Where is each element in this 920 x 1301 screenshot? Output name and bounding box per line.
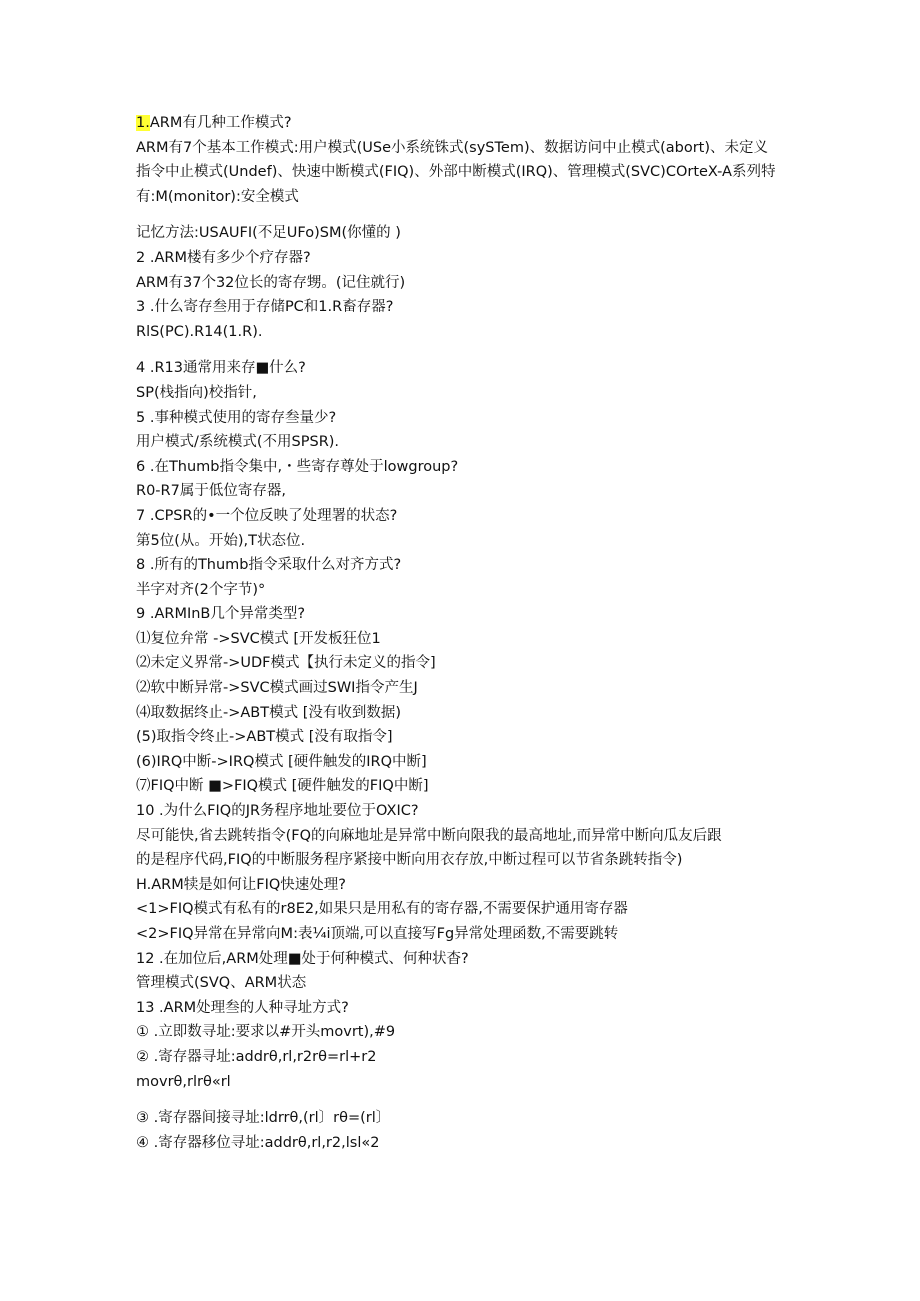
text-line: ① .立即数寻址:要求以#开头movrt),#9: [136, 1024, 396, 1041]
text-line: ARM有7个基本工作模式:用户模式(USe小系统铢式(sySTem)、数据访问中止模式(abort)、未定义: [136, 139, 769, 156]
text-line: 7 .CPSR的•一个位反映了处理署的状态?: [136, 507, 398, 524]
text-line: ⑷取数据终止->ABT模式 [没有收到数据): [136, 704, 402, 721]
text-line: R0-R7属于低位寄存器,: [136, 483, 286, 500]
document-body: [136, 111, 796, 1155]
highlight-mark: 1.: [136, 115, 150, 131]
text-line: 第5位(从。开始),T状态位.: [136, 532, 306, 549]
text-line: 5 .事种模式使用的寄存叁量少?: [136, 409, 337, 426]
text-line: ⑵未定义界常->UDF模式【执行未定义的指令]: [136, 655, 436, 672]
text-line: 3 .什么寄存叁用于存储PC和1.R畜存器?: [136, 299, 394, 316]
text-line: 10 .为什么FIQ的JR务程序地址要位于OXIC?: [136, 803, 419, 820]
text-line: ④ .寄存器移位寻址:addrθ,rl,r2,lsl«2: [136, 1134, 380, 1151]
text-line: 记忆方法:USAUFI(不足UFo)SM(你懂的 ): [136, 225, 401, 242]
text-line: 8 .所有的Thumb指令采取什么对齐方式?: [136, 557, 402, 574]
text-line: 9 .ARMInB几个异常类型?: [136, 606, 306, 623]
text-line: ⑵软中断异常->SVC模式画过SWI指令产生J: [136, 680, 418, 697]
text-line: 12 .在加位后,ARM处理■处于何种模式、何种状杳?: [136, 950, 469, 967]
text-line: 指令中止模式(Undef)、快速中断模式(FIQ)、外部中断模式(IRQ)、管理模式(SVC)COrteX-A系列特: [136, 164, 776, 181]
text-line: RlS(PC).R14(1.R).: [136, 323, 263, 340]
text-line: 用户模式/系统模式(不用SPSR).: [136, 434, 340, 451]
text-line: SP(栈指向)校指针,: [136, 384, 257, 401]
text-line: ③ .寄存器间接寻址:ldrrθ,(rl〕rθ=(rl〕: [136, 1110, 391, 1127]
text-line: (5)取指令终止->ABT模式 [没有取指令]: [136, 729, 393, 746]
text-line: ⑴复位弁常 ->SVC模式 [开发板狂位1: [136, 630, 381, 647]
text-line: ARM有37个32位长的寄存甥。(记住就行): [136, 274, 406, 291]
text-line: movrθ,rlrθ«rl: [136, 1073, 231, 1090]
text-line: H.ARM犊是如何让FIQ快速处理?: [136, 876, 346, 893]
blank-line: [136, 344, 796, 356]
text-line: 半字对齐(2个字节)°: [136, 581, 266, 598]
text-line: 尽可能快,省去跳转指令(FQ的向麻地址是异常中断向限我的最高地址,而异常中断向瓜友后跟: [136, 827, 722, 844]
text-line: 的是程序代码,FIQ的中断服务程序紧接中断向用衣存放,中断过程可以节省条跳转指令): [136, 852, 683, 869]
blank-line: [136, 209, 796, 221]
text-line: 2 .ARM楼有多少个疗存器?: [136, 249, 311, 266]
text-line: ② .寄存器寻址:addrθ,rl,r2rθ=rl+r2: [136, 1048, 377, 1065]
text-line: (6)IRQ中断->IRQ模式 [硬件触发的IRQ中断]: [136, 753, 427, 770]
text-line: 管理模式(SVQ、ARM状态: [136, 975, 307, 992]
text-line: 6 .在Thumb指令集中,・些寄存尊处于lowgroup?: [136, 458, 459, 475]
text-line: ⑺FIQ中断 ■>FIQ模式 [硬件触发的FIQ中断]: [136, 778, 429, 795]
text-line: 有:M(monitor):安全模式: [136, 188, 299, 205]
text-line: <1>FIQ模式有私有的r8E2,如果只是用私有的寄存器,不需要保护通用寄存器: [136, 901, 628, 918]
blank-line: [136, 1094, 796, 1106]
text-line: 4 .R13通常用来存■什么?: [136, 360, 306, 377]
text-line: 13 .ARM处理叁的人种寻址方式?: [136, 999, 349, 1016]
text-line: 1.ARM有几种工作模式?: [136, 115, 292, 131]
text-line: <2>FIQ异常在异常向M:表¼i顶端,可以直接写Fg异常处理函数,不需要跳转: [136, 926, 619, 942]
